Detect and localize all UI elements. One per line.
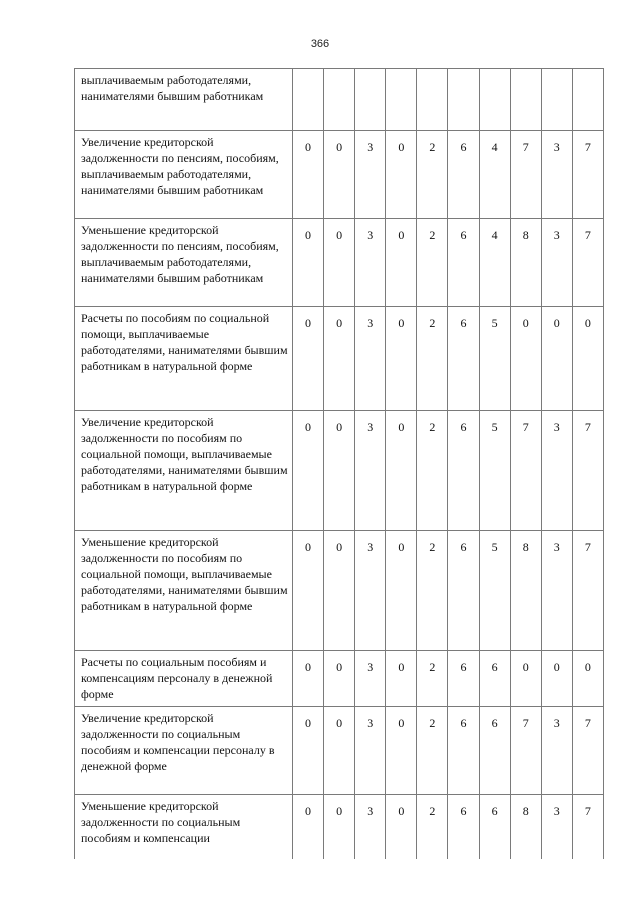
table-row <box>75 411 604 531</box>
code-digit-cell: 0 <box>293 651 324 707</box>
code-digit-cell: 0 <box>386 219 417 307</box>
code-digit-cell: 4 <box>479 219 510 307</box>
code-digit-cell: 0 <box>324 795 355 859</box>
code-digit-cell: 0 <box>324 531 355 651</box>
code-digit-cell: 2 <box>417 795 448 859</box>
code-digit-cell: 0 <box>293 219 324 307</box>
code-digit-cell: 8 <box>510 219 541 307</box>
code-digit-cell: 6 <box>479 651 510 707</box>
code-digit-cell: 2 <box>417 307 448 411</box>
code-digit-cell <box>541 69 572 131</box>
code-digit-cell: 6 <box>448 307 479 411</box>
code-digit-cell: 0 <box>386 531 417 651</box>
code-digit-cell: 3 <box>355 707 386 795</box>
code-digit-cell <box>510 69 541 131</box>
code-digit-cell <box>479 69 510 131</box>
row-description: Расчеты по социальным пособиям и компенсациям персоналу в денежной форме <box>75 651 293 707</box>
row-description: Уменьшение кредиторской задолженности по социальным пособиям и компенсации <box>75 795 293 859</box>
code-digit-cell: 2 <box>417 531 448 651</box>
code-digit-cell: 6 <box>448 531 479 651</box>
code-digit-cell: 3 <box>355 307 386 411</box>
code-digit-cell: 0 <box>386 307 417 411</box>
code-digit-cell: 7 <box>572 131 603 219</box>
code-digit-cell: 0 <box>324 651 355 707</box>
table-row <box>75 219 604 307</box>
code-digit-cell: 0 <box>386 651 417 707</box>
row-description: Расчеты по пособиям по социальной помощи, выплачиваемые работодателями, нанимателями бывшим работникам в натуральной форме <box>75 307 293 411</box>
code-digit-cell: 3 <box>355 411 386 531</box>
code-digit-cell: 3 <box>541 411 572 531</box>
code-digit-cell: 6 <box>448 131 479 219</box>
row-description: Уменьшение кредиторской задолженности по пособиям по социальной помощи, выплачиваемые работодателями, нанимателями бывшим работникам в натуральной форме <box>75 531 293 651</box>
code-digit-cell: 6 <box>448 651 479 707</box>
code-digit-cell: 8 <box>510 531 541 651</box>
code-digit-cell: 3 <box>541 795 572 859</box>
code-digit-cell: 7 <box>572 531 603 651</box>
code-digit-cell: 6 <box>448 795 479 859</box>
code-digit-cell: 2 <box>417 651 448 707</box>
code-digit-cell: 0 <box>293 307 324 411</box>
code-digit-cell: 0 <box>572 307 603 411</box>
code-digit-cell: 0 <box>541 651 572 707</box>
code-digit-cell: 5 <box>479 411 510 531</box>
code-digit-cell: 7 <box>510 707 541 795</box>
code-digit-cell: 6 <box>448 707 479 795</box>
code-digit-cell: 7 <box>572 219 603 307</box>
code-digit-cell <box>355 69 386 131</box>
code-digit-cell: 3 <box>355 795 386 859</box>
code-digit-cell: 3 <box>355 131 386 219</box>
code-digit-cell: 0 <box>293 531 324 651</box>
code-digit-cell: 0 <box>572 651 603 707</box>
code-digit-cell: 7 <box>572 707 603 795</box>
code-digit-cell: 0 <box>293 131 324 219</box>
code-digit-cell: 2 <box>417 219 448 307</box>
code-digit-cell: 2 <box>417 131 448 219</box>
code-digit-cell: 0 <box>324 411 355 531</box>
row-description: Уменьшение кредиторской задолженности по пенсиям, пособиям, выплачиваемым работодателями, нанимателями бывшим работникам <box>75 219 293 307</box>
code-digit-cell <box>448 69 479 131</box>
code-digit-cell: 6 <box>448 219 479 307</box>
code-digit-cell: 5 <box>479 531 510 651</box>
table-body <box>75 69 604 859</box>
code-digit-cell: 0 <box>324 707 355 795</box>
table-row <box>75 531 604 651</box>
page-number: 366 <box>310 38 330 50</box>
account-codes-table <box>74 68 604 859</box>
table-row <box>75 707 604 795</box>
code-digit-cell: 0 <box>510 651 541 707</box>
code-digit-cell: 6 <box>448 411 479 531</box>
code-digit-cell: 3 <box>541 219 572 307</box>
code-digit-cell: 0 <box>510 307 541 411</box>
code-digit-cell: 0 <box>324 219 355 307</box>
code-digit-cell <box>324 69 355 131</box>
code-digit-cell: 6 <box>479 707 510 795</box>
code-digit-cell: 3 <box>541 707 572 795</box>
code-digit-cell: 3 <box>541 531 572 651</box>
row-description: Увеличение кредиторской задолженности по социальным пособиям и компенсации персоналу в денежной форме <box>75 707 293 795</box>
code-digit-cell: 4 <box>479 131 510 219</box>
code-digit-cell: 7 <box>510 131 541 219</box>
code-digit-cell: 3 <box>355 651 386 707</box>
code-digit-cell: 3 <box>541 131 572 219</box>
table-row <box>75 795 604 859</box>
code-digit-cell: 0 <box>386 411 417 531</box>
code-digit-cell: 8 <box>510 795 541 859</box>
code-digit-cell: 5 <box>479 307 510 411</box>
table-row <box>75 651 604 707</box>
code-digit-cell: 0 <box>324 131 355 219</box>
code-digit-cell: 0 <box>386 795 417 859</box>
row-description: Увеличение кредиторской задолженности по пенсиям, пособиям, выплачиваемым работодателями, нанимателями бывшим работникам <box>75 131 293 219</box>
code-digit-cell: 0 <box>324 307 355 411</box>
code-digit-cell <box>417 69 448 131</box>
code-digit-cell: 2 <box>417 411 448 531</box>
code-digit-cell <box>386 69 417 131</box>
code-digit-cell: 0 <box>293 707 324 795</box>
code-digit-cell: 3 <box>355 531 386 651</box>
code-digit-cell: 0 <box>541 307 572 411</box>
row-description: выплачиваемым работодателями, нанимателями бывшим работникам <box>75 69 293 131</box>
code-digit-cell: 3 <box>355 219 386 307</box>
table-row <box>75 307 604 411</box>
table-row <box>75 131 604 219</box>
code-digit-cell: 7 <box>572 795 603 859</box>
code-digit-cell: 7 <box>510 411 541 531</box>
code-digit-cell: 0 <box>386 131 417 219</box>
code-digit-cell: 0 <box>293 411 324 531</box>
code-digit-cell: 7 <box>572 411 603 531</box>
table-row <box>75 69 604 131</box>
code-digit-cell <box>572 69 603 131</box>
code-digit-cell <box>293 69 324 131</box>
code-digit-cell: 6 <box>479 795 510 859</box>
code-digit-cell: 2 <box>417 707 448 795</box>
code-digit-cell: 0 <box>386 707 417 795</box>
row-description: Увеличение кредиторской задолженности по пособиям по социальной помощи, выплачиваемые работодателями, нанимателями бывшим работникам в натуральной форме <box>75 411 293 531</box>
code-digit-cell: 0 <box>293 795 324 859</box>
